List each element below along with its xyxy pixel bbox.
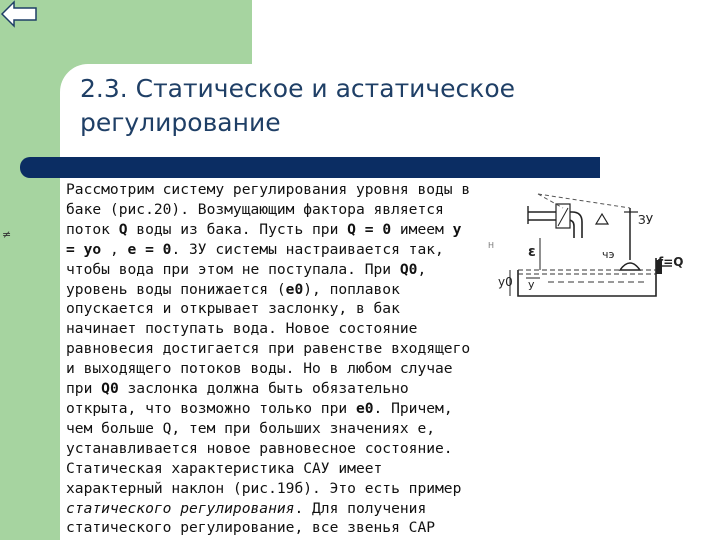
slide-title: 2.3. Статическое и астатическое регулирование [80, 74, 516, 137]
label-side: Н [488, 241, 495, 250]
lever-line [538, 194, 630, 208]
paragraph-run: е = 0 [127, 240, 172, 258]
label-f: f=Q [658, 255, 684, 269]
label-y0: y0 [498, 275, 513, 289]
paragraph-run: е0 [355, 399, 374, 417]
paragraph-run: . Причем, чем больше Q, тем при больших значениях е, устанавливается новое равновесное состояние. Статическая характеристика САУ имеет характерный наклон (рис.19б). Это есть пример [66, 399, 462, 497]
paragraph-run: ), поплавок опускается и открывает заслонку, в бак начинает поступать вода. Новое состояние равновесия достигается при равенстве входящего и выходящего потоков воды. Но в любом случае при [66, 280, 471, 398]
paragraph-run: заслонка должна быть обязательно открыта, что возможно только при [66, 380, 409, 417]
paragraph-run: , [101, 240, 128, 258]
paragraph-run: Q [118, 220, 128, 238]
tank-diagram [488, 186, 710, 308]
body-paragraph [66, 180, 476, 538]
float [620, 263, 640, 270]
label-y: y [528, 278, 535, 291]
side-mark: ≠ [2, 228, 12, 241]
label-ch: чэ [602, 248, 615, 261]
pivot [596, 214, 608, 224]
paragraph-run: Q = 0 [347, 220, 392, 238]
paragraph-run: . Для получения статического регулирование, все звенья САР [66, 499, 436, 537]
paragraph-run: имеем [391, 220, 453, 238]
tank [518, 258, 656, 296]
paragraph-run: , уровень воды понижается ( [66, 260, 427, 298]
paragraph-run: Q0 [101, 380, 119, 398]
title-divider-bar [20, 157, 600, 178]
paragraph-run: . ЗУ системы настраивается так, чтобы вода при этом не поступала. При [66, 240, 444, 278]
paragraph-run: воды из бака. Пусть при [127, 220, 348, 238]
paragraph-run: y = yо [66, 220, 462, 258]
paragraph-run: Рассмотрим систему регулирования уровня воды в баке (рис.20). Возмущающим фактора является поток [66, 181, 471, 238]
paragraph-run: Q0 [399, 260, 418, 278]
label-eps: ε [528, 244, 536, 260]
back-arrow-icon[interactable] [0, 0, 40, 30]
paragraph-run: е0 [285, 280, 304, 298]
label-zu: ЗУ [638, 213, 654, 227]
paragraph-run: статического регулирования [66, 499, 295, 517]
